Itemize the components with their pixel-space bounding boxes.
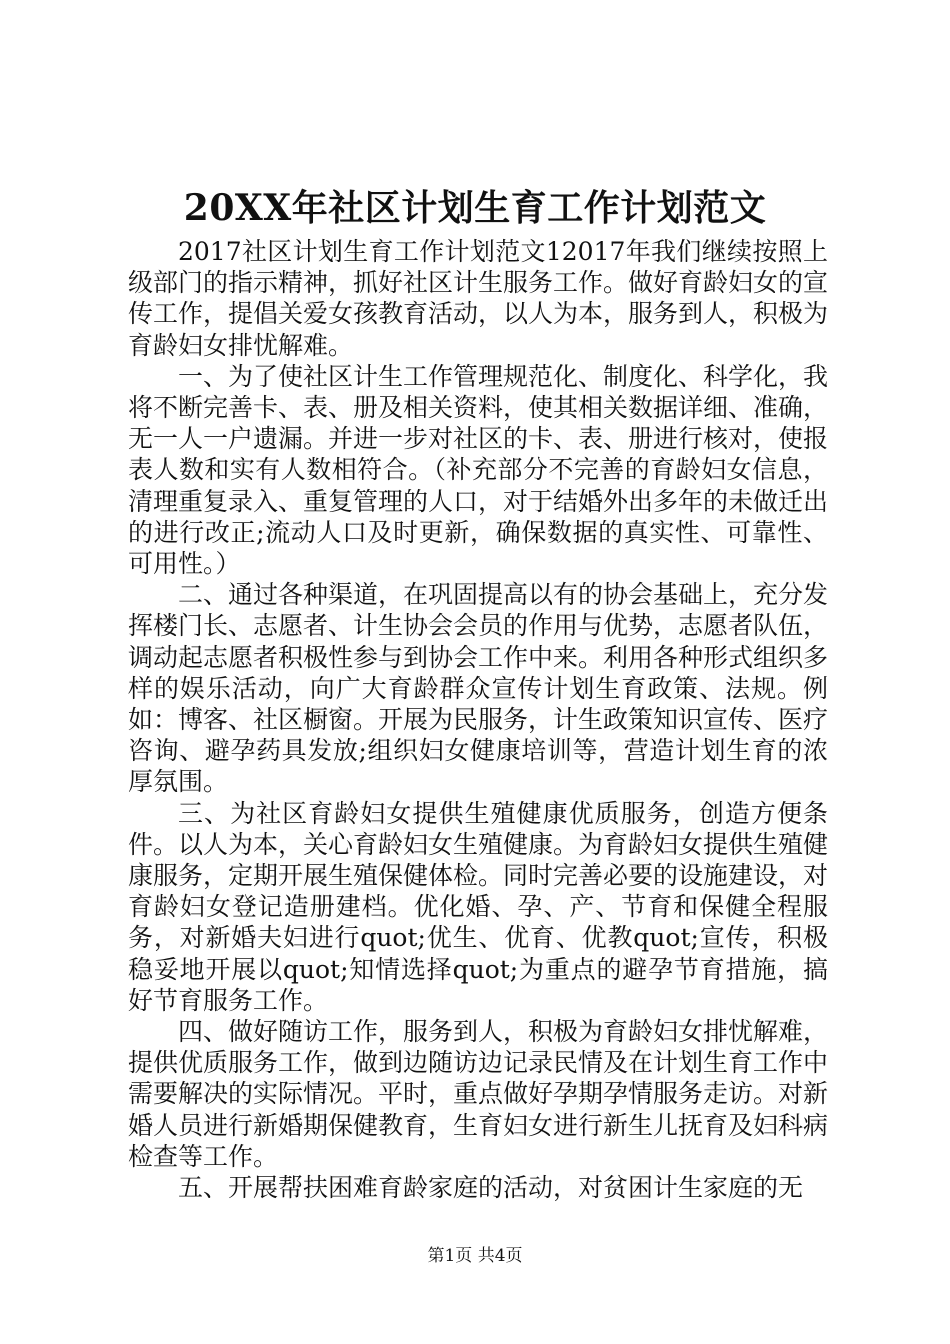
paragraph-item-5: 五、开展帮扶困难育龄家庭的活动，对贫困计生家庭的无 xyxy=(178,1173,804,1203)
document-title: 20XX年社区计划生育工作计划范文 xyxy=(183,187,767,229)
paragraph-item-1: 一、为了使社区计生工作管理规范化、制度化、科学化，我将不断完善卡、表、册及相关资料，使其相关数据详细、准确，无一人一户遗漏。并进一步对社区的卡、表、册进行核对，使报表人数和实有人数相符合。（补充部分不完善的育龄妇女信息，清理重复录入、重复管理的人口，对于结婚外出多年的未做迁出的进行改正;流动人口及时更新，确保数据的真实性、可靠性、可用性。） xyxy=(128,361,829,579)
paragraph-item-3: 三、为社区育龄妇女提供生殖健康优质服务，创造方便条件。以人为本，关心育龄妇女生殖健康。为育龄妇女提供生殖健康服务，定期开展生殖保健体检。同时完善必要的设施建设，对育龄妇女登记造册建档。优化婚、孕、产、节育和保健全程服务，对新婚夫妇进行quot;优生、优育、优教quot;宣传，积极稳妥地开展以quot;知情选择quot;为重点的避孕节育措施，搞好节育服务工作。 xyxy=(128,798,829,1015)
paragraph-item-4: 四、做好随访工作，服务到人，积极为育龄妇女排忧解难，提供优质服务工作，做到边随访边记录民情及在计划生育工作中需要解决的实际情况。平时，重点做好孕期孕情服务走访。对新婚人员进行新婚期保健教育，生育妇女进行新生儿抚育及妇科病检查等工作。 xyxy=(128,1017,829,1171)
paragraph-item-2: 二、通过各种渠道，在巩固提高以有的协会基础上，充分发挥楼门长、志愿者、计生协会会员的作用与优势，志愿者队伍，调动起志愿者积极性参与到协会工作中来。利用各种形式组织多样的娱乐活动，向广大育龄群众宣传计划生育政策、法规。例如：博客、社区橱窗。开展为民服务，计生政策知识宣传、医疗咨询、避孕药具发放;组织妇女健康培训等，营造计划生育的浓厚氛围。 xyxy=(128,580,829,797)
page-number-footer: 第1页 共4页 xyxy=(427,1246,523,1266)
document-body xyxy=(128,236,828,1203)
paragraph-intro: 2017社区计划生育工作计划范文12017年我们继续按照上级部门的指示精神，抓好社区计生服务工作。做好育龄妇女的宣传工作，提倡关爱女孩教育活动，以人为本，服务到人，积极为育龄妇女排忧解难。 xyxy=(128,237,829,360)
